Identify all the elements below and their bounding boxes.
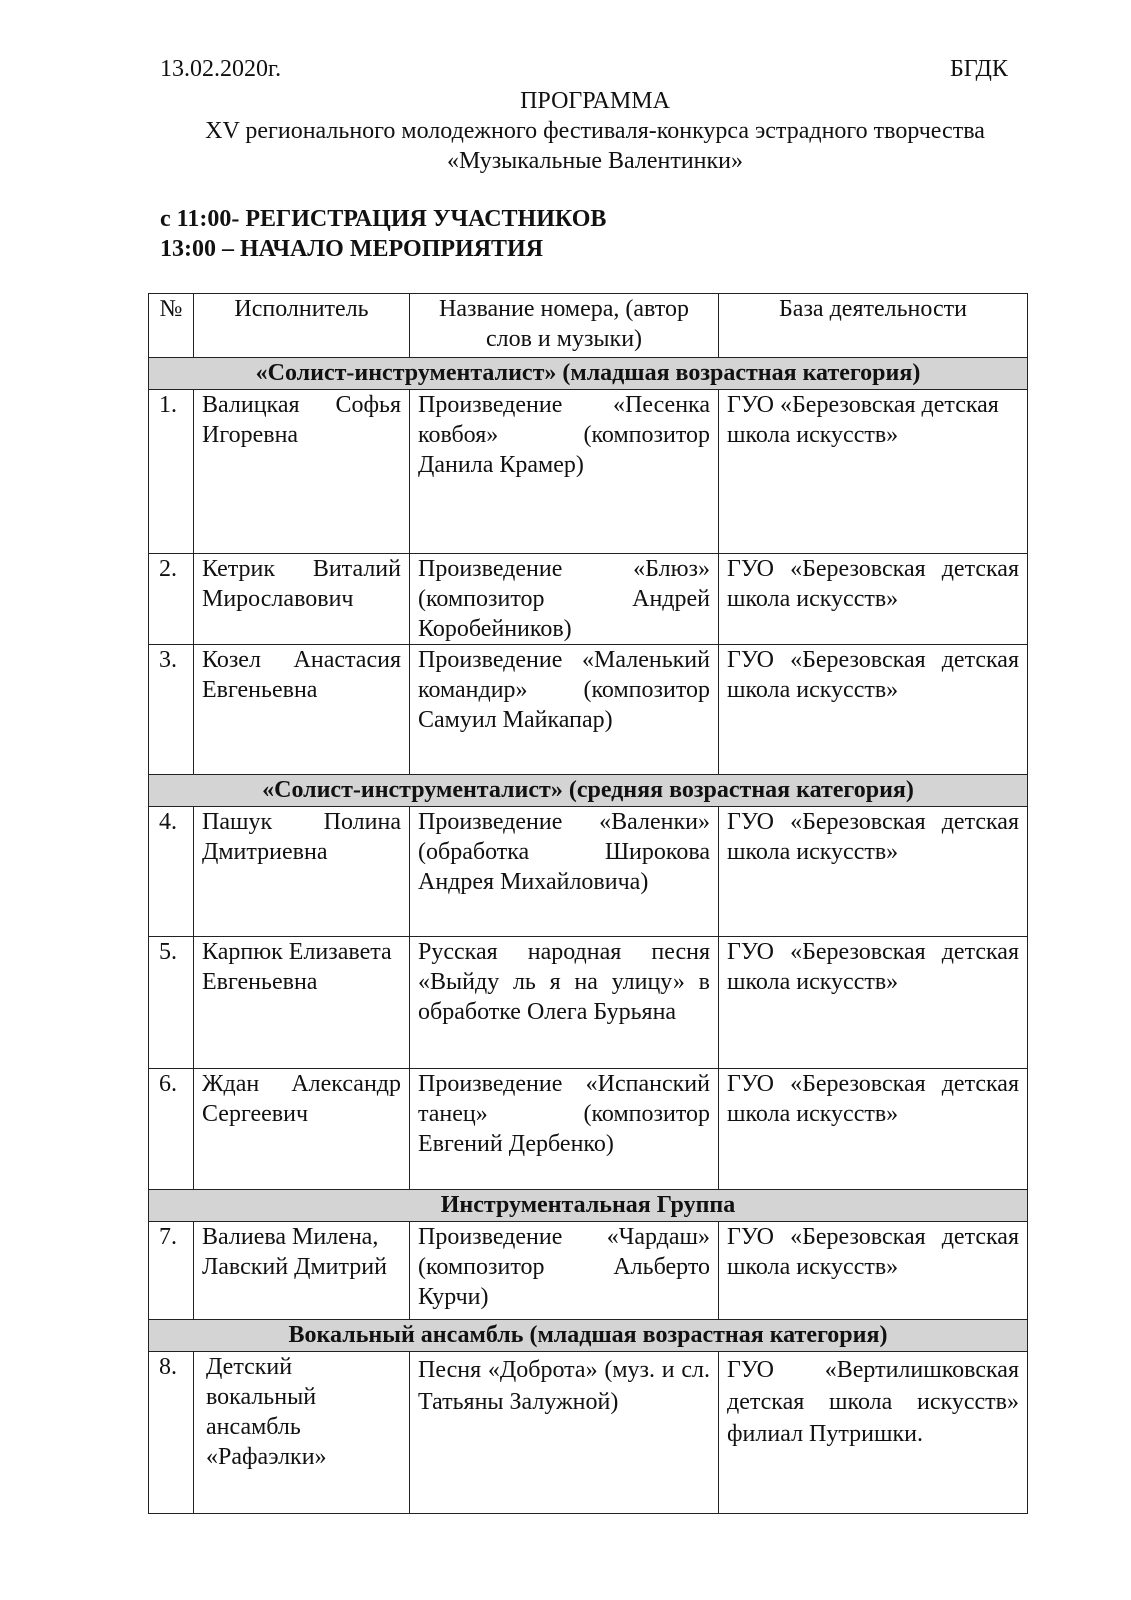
performer-cell: Ждан Александр Сергеевич	[194, 1069, 410, 1190]
organization-abbr: БГДК	[950, 56, 1008, 82]
table-header-row	[149, 294, 1028, 358]
row-number: 4.	[149, 807, 194, 937]
performer-cell: Кетрик Виталий Мирославович	[194, 554, 410, 645]
section-title: «Солист-инструменталист» (младшая возрастная категория)	[149, 358, 1028, 390]
table-row	[149, 554, 1028, 645]
document-subtitle: XV регионального молодежного фестиваля-конкурса эстрадного творчества	[205, 118, 985, 144]
title-cell: Песня «Доброта» (муз. и сл. Татьяны Залужной)	[410, 1352, 719, 1514]
document-date: 13.02.2020г.	[160, 56, 282, 82]
row-number: 3.	[149, 645, 194, 775]
title-cell: Произведение «Чардаш» (композитор Альберто Курчи)	[410, 1222, 719, 1320]
col-header-performer: Исполнитель	[194, 294, 410, 358]
section-title: Инструментальная Группа	[149, 1190, 1028, 1222]
performer-cell: Пашук Полина Дмитриевна	[194, 807, 410, 937]
base-cell: ГУО «Березовская детская школа искусств»	[719, 937, 1028, 1069]
registration-time: с 11:00- РЕГИСТРАЦИЯ УЧАСТНИКОВ	[160, 206, 607, 232]
table-row	[149, 1222, 1028, 1320]
performer-cell: Валицкая Софья Игоревна	[194, 390, 410, 554]
title-cell: Произведение «Валенки» (обработка Широкова Андрея Михайловича)	[410, 807, 719, 937]
table-row	[149, 645, 1028, 775]
section-row	[149, 1190, 1028, 1222]
row-number: 2.	[149, 554, 194, 645]
section-row	[149, 775, 1028, 807]
base-cell: ГУО «Березовская детская школа искусств»	[719, 1222, 1028, 1320]
title-cell: Произведение «Маленький командир» (композитор Самуил Майкапар)	[410, 645, 719, 775]
row-number: 5.	[149, 937, 194, 1069]
section-row	[149, 358, 1028, 390]
document-title: ПРОГРАММА	[520, 88, 670, 114]
base-cell: ГУО «Вертилишковская детская школа искусств» филиал Путришки.	[719, 1352, 1028, 1514]
festival-name: «Музыкальные Валентинки»	[446, 148, 744, 174]
row-number: 7.	[149, 1222, 194, 1320]
table-row	[149, 1069, 1028, 1190]
table-row	[149, 390, 1028, 554]
performer-cell: Козел Анастасия Евгеньевна	[194, 645, 410, 775]
row-number: 6.	[149, 1069, 194, 1190]
base-cell: ГУО «Березовская детская школа искусств»	[719, 807, 1028, 937]
row-number: 8.	[149, 1352, 194, 1514]
base-cell: ГУО «Березовская детская школа искусств»	[719, 390, 1028, 554]
performer-cell: Детский вокальный ансамбль «Рафаэлки»	[194, 1352, 410, 1514]
col-header-base: База деятельности	[719, 294, 1028, 358]
table-row	[149, 1352, 1028, 1514]
section-row	[149, 1320, 1028, 1352]
title-cell: Произведение «Песенка ковбоя» (композитор Данила Крамер)	[410, 390, 719, 554]
section-title: Вокальный ансамбль (младшая возрастная категория)	[149, 1320, 1028, 1352]
table-row	[149, 807, 1028, 937]
col-header-title: Название номера, (автор слов и музыки)	[410, 294, 719, 358]
title-cell: Русская народная песня «Выйду ль я на улицу» в обработке Олега Бурьяна	[410, 937, 719, 1069]
table-row	[149, 937, 1028, 1069]
base-cell: ГУО «Березовская детская школа искусств»	[719, 1069, 1028, 1190]
base-cell: ГУО «Березовская детская школа искусств»	[719, 554, 1028, 645]
col-header-num: №	[149, 294, 194, 358]
program-table	[148, 293, 1028, 1514]
title-cell: Произведение «Испанский танец» (композитор Евгений Дербенко)	[410, 1069, 719, 1190]
row-number: 1.	[149, 390, 194, 554]
section-title: «Солист-инструменталист» (средняя возрастная категория)	[149, 775, 1028, 807]
performer-cell: Валиева Милена, Лавский Дмитрий	[194, 1222, 410, 1320]
performer-cell: Карпюк Елизавета Евгеньевна	[194, 937, 410, 1069]
title-cell: Произведение «Блюз» (композитор Андрей Коробейников)	[410, 554, 719, 645]
start-time: 13:00 – НАЧАЛО МЕРОПРИЯТИЯ	[160, 236, 544, 262]
base-cell: ГУО «Березовская детская школа искусств»	[719, 645, 1028, 775]
